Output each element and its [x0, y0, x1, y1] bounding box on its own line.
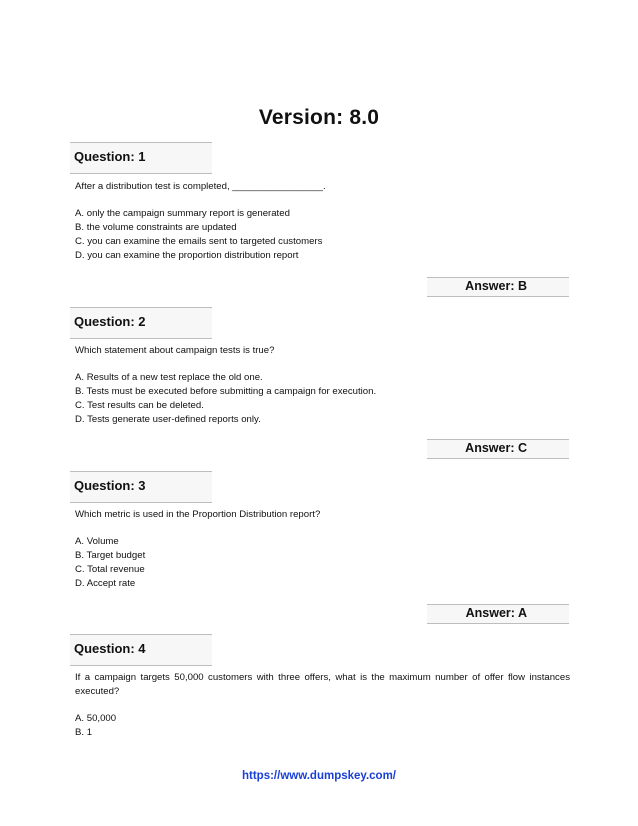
answer-label: Answer: A	[465, 606, 527, 620]
question-title: Question: 4	[74, 641, 146, 656]
question-header	[70, 634, 212, 666]
question-body	[75, 344, 570, 427]
option: A. Volume	[75, 536, 119, 547]
option: C. you can examine the emails sent to targeted customers	[75, 236, 323, 247]
question-stem: If a campaign targets 50,000 customers with three offers, what is the maximum number of offer flow instances executed?	[75, 672, 570, 697]
answer-box	[427, 277, 569, 297]
option: C. Test results can be deleted.	[75, 400, 204, 411]
option: D. you can examine the proportion distribution report	[75, 250, 299, 261]
answer-box	[427, 439, 569, 459]
question-stem: Which statement about campaign tests is true?	[75, 345, 275, 356]
option: B. the volume constraints are updated	[75, 222, 237, 233]
question-header	[70, 142, 212, 174]
option: A. only the campaign summary report is generated	[75, 208, 290, 219]
option: B. Tests must be executed before submitting a campaign for execution.	[75, 386, 377, 397]
question-body	[75, 508, 570, 591]
question-header	[70, 471, 212, 503]
option: D. Accept rate	[75, 578, 136, 589]
answer-box	[427, 604, 569, 624]
option: A. Results of a new test replace the old one.	[75, 372, 263, 383]
option: B. 1	[75, 727, 93, 738]
question-title: Question: 2	[74, 314, 146, 329]
footer-link[interactable]: https://www.dumpskey.com/	[242, 770, 396, 782]
question-header	[70, 307, 212, 339]
option: A. 50,000	[75, 713, 117, 724]
question-title: Question: 3	[74, 478, 146, 493]
question-stem: After a distribution test is completed, _________________.	[75, 181, 326, 192]
question-title: Question: 1	[74, 149, 146, 164]
option: B. Target budget	[75, 550, 146, 561]
option: C. Total revenue	[75, 564, 145, 575]
question-body	[75, 671, 570, 740]
answer-label: Answer: B	[465, 279, 527, 293]
version-heading: Version: 8.0	[258, 106, 380, 129]
option: D. Tests generate user-defined reports only.	[75, 414, 261, 425]
answer-label: Answer: C	[465, 441, 527, 455]
question-body	[75, 180, 570, 263]
question-stem: Which metric is used in the Proportion Distribution report?	[75, 509, 321, 520]
